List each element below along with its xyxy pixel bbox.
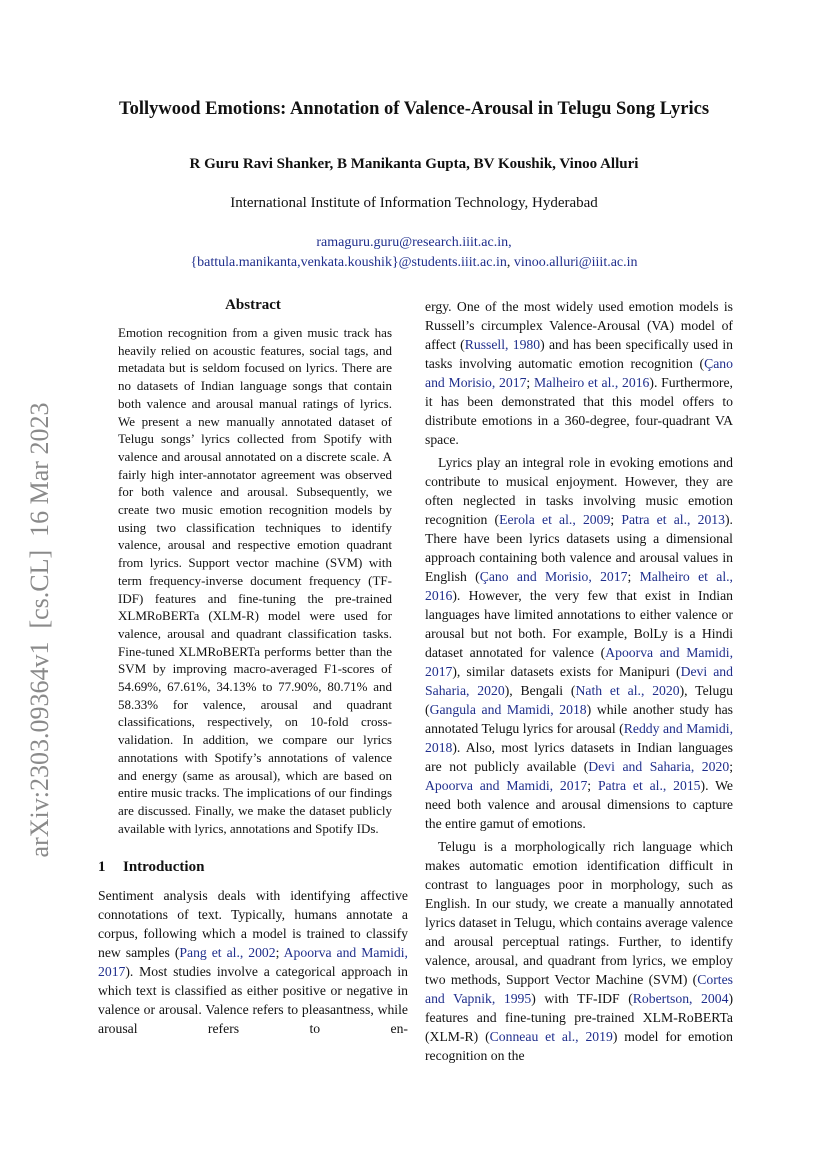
section-title: Introduction	[123, 859, 205, 876]
author-list: R Guru Ravi Shanker, B Manikanta Gupta, BV Koushik, Vinoo Alluri	[189, 156, 639, 172]
right-column	[425, 297, 733, 1065]
email-link-primary[interactable]: ramaguru.guru@research.iiit.ac.in,	[316, 235, 512, 250]
abstract-text: Emotion recognition from a given music track has heavily relied on acoustic features, social tags, and metadata but is seldom focused on lyrics. There are no datasets of Indian language songs that contain both valence and arousal manual ratings of lyrics. We present a new manually annotated dataset of Telugu songs’ lyrics collected from Spotify with valence and arousal annotated on a discrete scale. A fairly high inter-annotator agreement was observed for both valence and arousal. Subsequently, we create two music emotion recognition models by using two classification techniques to identify valence, arousal and respective emotion quadrant from lyrics. Support vector machine (SVM) with term frequency-inverse document frequency (TF-IDF) features and fine-tuning the pre-trained XLMRoBERTa (XLM-R) model were used for valence, arousal and quadrant classification tasks. Fine-tuned XLMRoBERTa performs better than the SVM by improving macro-averaged F1-scores of 54.69%, 67.61%, 34.13% to 77.90%, 80.71% and 58.33% for valence, arousal and quadrant classifications, respectively, on 10-fold cross-validation. In addition, we compare our lyrics annotations with Spotify’s annotations of valence and energy (same as arousal), which are based on entire music tracks. The implications of our findings are discussed. Finally, we make the dataset publicly available with lyrics, annotations and Spotify IDs.	[118, 325, 392, 836]
citation-link[interactable]: Conneau et al., 2019	[489, 1029, 613, 1044]
email-link-vinoo[interactable]: vinoo.alluri@iiit.ac.in	[513, 255, 638, 270]
intro-paragraph-3: Telugu is a morphologically rich language which makes automatic emotion identification difficult in contrast to languages poor in morphology, such as English. In our study, we create a manually annotated lyrics dataset in Telugu, which contains average valence and arousal perceptual ratings. Further, to identify valence, arousal, and quadrant from lyrics, we employ two methods, Support Vector Machine (SVM) (Cortes and Vapnik, 1995) with TF-IDF (Robertson, 2004) features and fine-tuning pre-trained XLM-RoBERTa (XLM-R) (Conneau et al., 2019) model for emotion recognition on the	[425, 839, 733, 1063]
citation-link[interactable]: Russell, 1980	[464, 337, 541, 352]
citation-link[interactable]: Devi and Saharia, 2020	[588, 759, 730, 774]
left-column	[98, 297, 408, 1038]
arxiv-side-identifier-graphic	[20, 380, 60, 880]
intro-paragraph-1-part-1: Sentiment analysis deals with identifying affective connotations of text. Typically, humans annotate a corpus, following which a model is trained to classify new samples (Pang et al., 2002; Apoorva and Mamidi, 2017). Most studies involve a categorical approach in which text is classified as either positive or negative in valence or arousal. Valence refers to pleasantness, while arousal refers to en-	[98, 888, 408, 1037]
citation-link[interactable]: Apoorva and Mamidi, 2017	[425, 778, 588, 793]
author-emails	[98, 233, 730, 273]
citation-link[interactable]: Çano and Morisio, 2017	[425, 356, 733, 390]
citation-link[interactable]: Devi and Saharia, 2020	[425, 664, 733, 698]
intro-paragraph-1-part-2: ergy. One of the most widely used emotion models is Russell’s circumplex Valence-Arousal (VA) model of affect (Russell, 1980) and has been specifically used in tasks involving automatic emotion recognition (Çano and Morisio, 2017; Malheiro et al., 2016). Furthermore, it has been demonstrated that this model offers to distribute emotions in a 360-degree, four-quadrant VA space.	[425, 299, 733, 447]
citation-link[interactable]: Apoorva and Mamidi, 2017	[425, 645, 733, 679]
section-heading-introduction	[98, 859, 408, 876]
email-separator: ,	[506, 255, 514, 270]
citation-link[interactable]: Patra et al., 2013	[621, 512, 725, 527]
affiliation: International Institute of Information Technology, Hyderabad	[230, 195, 598, 211]
arxiv-side-identifier	[20, 380, 60, 880]
email-link-students[interactable]: {battula.manikanta,venkata.koushik}@students.iiit.ac.in	[190, 255, 507, 270]
citation-link[interactable]: Cortes and Vapnik, 1995	[425, 972, 733, 1006]
citation-link[interactable]: Gangula and Mamidi, 2018	[429, 702, 587, 717]
citation-link[interactable]: Robertson, 2004	[632, 991, 729, 1006]
citation-link[interactable]: Eerola et al., 2009	[499, 512, 611, 527]
intro-paragraph-2: Lyrics play an integral role in evoking emotions and contribute to musical enjoyment. However, they are often neglected in tasks involving music emotion recognition (Eerola et al., 2009; Patra et al., 2013). There have been lyrics datasets using a dimensional approach containing both valence and arousal values in English (Çano and Morisio, 2017; Malheiro et al., 2016). However, the very few that exist in Indian languages have limited annotations to either valence or arousal but not both. For example, BolLy is a Hindi dataset annotated for valence (Apoorva and Mamidi, 2017), similar datasets exists for Manipuri (Devi and Saharia, 2020), Bengali (Nath et al., 2020), Telugu (Gangula and Mamidi, 2018) while another study has annotated Telugu lyrics for arousal (Reddy and Mamidi, 2018). Also, most lyrics datasets in Indian languages are not publicly available (Devi and Saharia, 2020; Apoorva and Mamidi, 2017; Patra et al., 2015). We need both valence and arousal dimensions to capture the entire gamut of emotions.	[425, 455, 733, 831]
citation-link[interactable]: Patra et al., 2015	[597, 778, 701, 793]
citation-link[interactable]: Apoorva and Mamidi, 2017	[98, 945, 408, 980]
paper-title: Tollywood Emotions: Annotation of Valence-Arousal in Telugu Song Lyrics	[118, 99, 710, 119]
section-number: 1	[98, 859, 106, 876]
citation-link[interactable]: Malheiro et al., 2016	[425, 569, 733, 603]
arxiv-side-identifier-text: arXiv:2303.09364v1 [cs.CL] 16 Mar 2023	[25, 402, 54, 858]
abstract-heading: Abstract	[225, 297, 281, 313]
citation-link[interactable]: Pang et al., 2002	[179, 945, 276, 961]
citation-link[interactable]: Çano and Morisio, 2017	[479, 569, 628, 584]
citation-link[interactable]: Reddy and Mamidi, 2018	[425, 721, 733, 755]
citation-link[interactable]: Malheiro et al., 2016	[533, 375, 650, 390]
citation-link[interactable]: Nath et al., 2020	[575, 683, 680, 698]
